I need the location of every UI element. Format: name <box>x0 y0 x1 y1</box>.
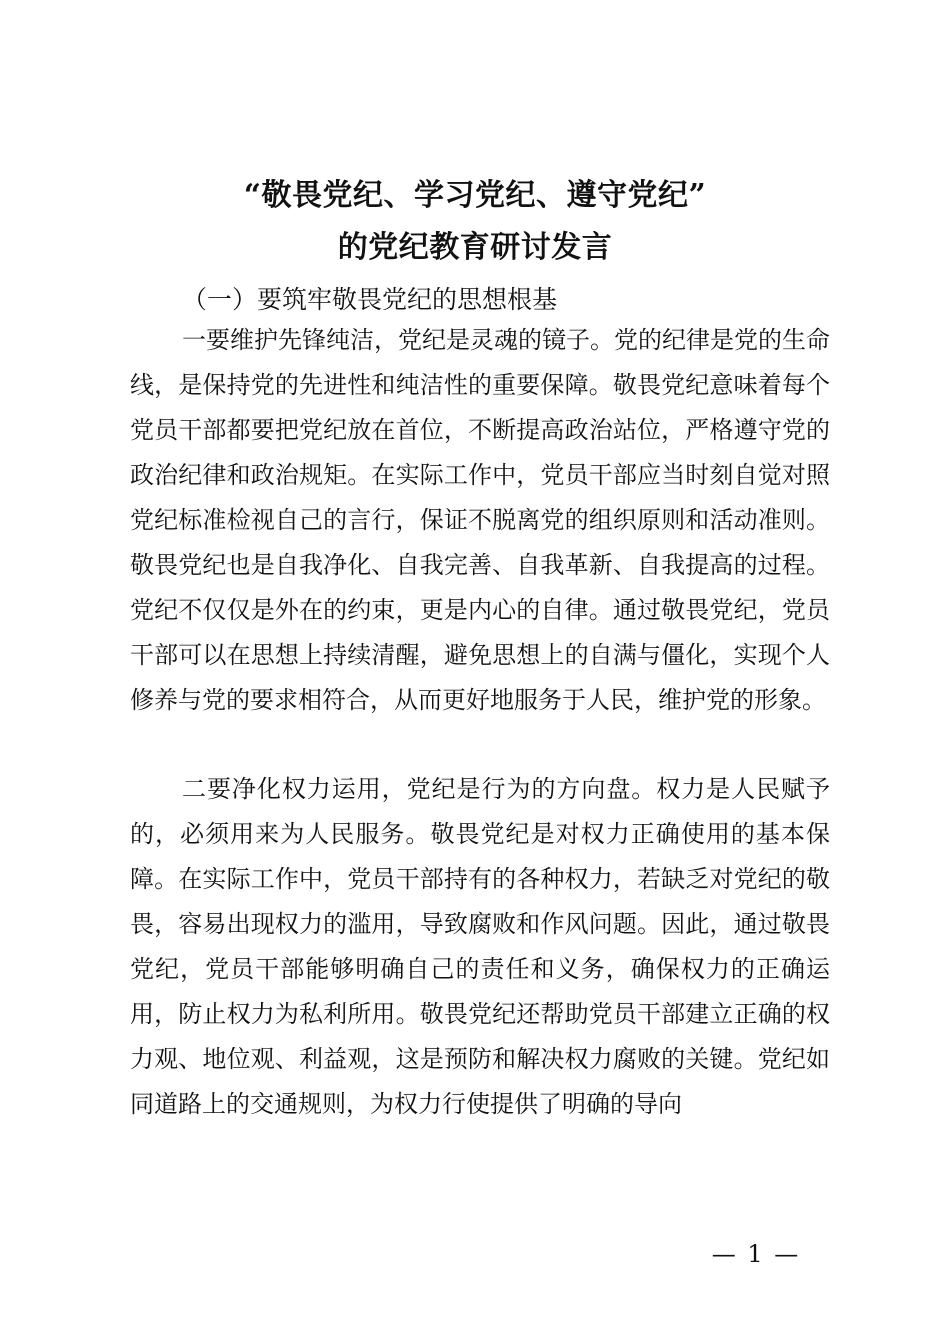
paragraph-2: 二要净化权力运用，党纪是行为的方向盘。权力是人民赋予的，必须用来为人民服务。敬畏党纪是对权力正确使用的基本保障。在实际工作中，党员干部持有的各种权力，若缺乏对党纪的敬畏，容易出现权力的滥用，导致腐败和作风问题。因此，通过敬畏党纪，党员干部能够明确自己的责任和义务，确保权力的正确运用，防止权力为私利所用。敬畏党纪还帮助党员干部建立正确的权力观、地位观、利益观，这是预防和解决权力腐败的关键。党纪如同道路上的交通规则，为权力行使提供了明确的导向 <box>130 775 830 1118</box>
document-title-line-2: 的党纪教育研讨发言 <box>337 230 613 265</box>
document-title-line-1: “敬畏党纪、学习党纪、遵守党纪” <box>243 178 707 213</box>
section-heading: （一）要筑牢敬畏党纪的思想根基 <box>182 285 558 314</box>
paragraph-1: 一要维护先锋纯洁，党纪是灵魂的镜子。党的纪律是党的生命线，是保持党的先进性和纯洁性的重要保障。敬畏党纪意味着每个党员干部都要把党纪放在首位，不断提高政治站位，严格遵守党的政治纪律和政治规矩。在实际工作中，党员干部应当时刻自觉对照党纪标准检视自己的言行，保证不脱离党的组织原则和活动准则。敬畏党纪也是自我净化、自我完善、自我革新、自我提高的过程。党纪不仅仅是外在的约束，更是内心的自律。通过敬畏党纪，党员干部可以在思想上持续清醒，避免思想上的自满与僵化，实现个人修养与党的要求相符合，从而更好地服务于人民，维护党的形象。 <box>130 326 830 714</box>
page-number: — 1 — <box>711 1240 801 1268</box>
